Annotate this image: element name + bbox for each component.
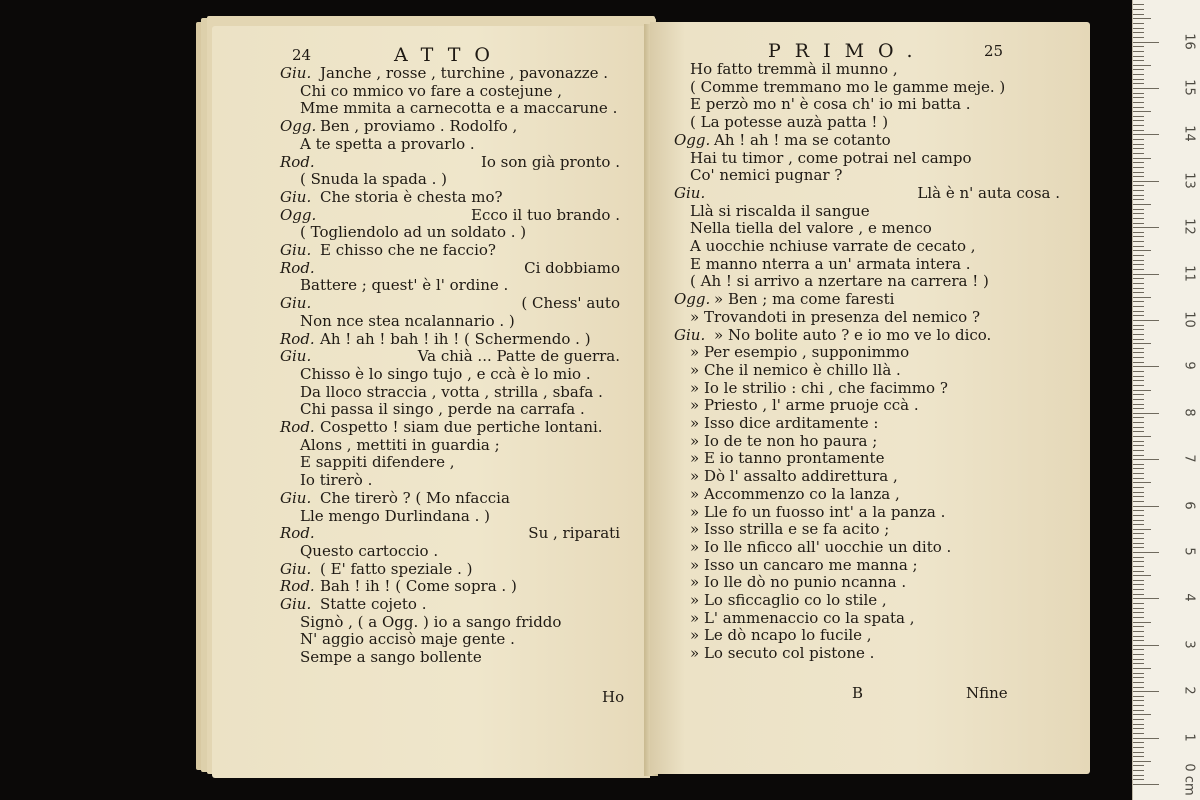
ruler-tick <box>1133 557 1144 558</box>
ruler-tick <box>1133 728 1144 729</box>
ruler-tick <box>1133 742 1144 743</box>
text-line: » Io de te non ho paura ; <box>690 431 878 450</box>
ruler-tick <box>1133 464 1144 465</box>
text-line: Ci dobbiamo <box>524 258 620 277</box>
ruler-tick <box>1133 710 1144 711</box>
text-line: ( Ah ! si arrivo a nzertare na carrera ! ) <box>690 272 989 291</box>
text-line: » Trovandoti in presenza del nemico ? <box>690 307 981 326</box>
text-line: Signò , ( a Ogg. ) io a sango friddo <box>300 612 562 631</box>
ruler-tick <box>1133 158 1151 159</box>
text-line: Hai tu timor , come potrai nel campo <box>690 148 972 167</box>
ruler-tick <box>1133 617 1144 618</box>
ruler-number: 11 <box>1181 264 1197 282</box>
text-line: » Lle fo un fuosso int' a la panza . <box>690 502 946 521</box>
ruler-tick <box>1133 515 1144 516</box>
ruler-tick <box>1133 649 1144 650</box>
ruler-tick <box>1133 111 1151 112</box>
ruler-tick <box>1133 496 1144 497</box>
ruler-tick <box>1133 640 1144 641</box>
ruler-tick <box>1133 88 1159 89</box>
ruler-tick <box>1133 645 1159 646</box>
text-line: » E io tanno prontamente <box>690 449 885 468</box>
text-line: » L' ammenaccio co la spata , <box>690 608 915 627</box>
ruler-tick <box>1133 185 1144 186</box>
text-line: Statte cojeto . <box>320 595 427 613</box>
ruler-tick <box>1133 297 1151 298</box>
speaker-label: Giu. <box>674 183 706 202</box>
text-line: Llà si riscalda il sangue <box>690 201 870 220</box>
ruler-tick <box>1133 752 1144 753</box>
page-number: 25 <box>984 42 1004 60</box>
running-header: PRIMO. <box>768 40 927 62</box>
text-line: Questo cartoccio . <box>300 541 439 560</box>
ruler-tick <box>1133 46 1144 47</box>
speaker-label: Rod. <box>280 418 315 436</box>
signature-mark: B <box>852 684 864 702</box>
ruler-tick <box>1133 60 1144 61</box>
ruler-tick <box>1133 770 1144 771</box>
speaker-label: Giu. <box>280 64 312 82</box>
ruler-tick <box>1133 125 1144 126</box>
ruler-tick <box>1133 199 1144 200</box>
speaker-label: Ogg. <box>674 130 711 149</box>
ruler-tick <box>1133 492 1144 493</box>
ruler-tick <box>1133 575 1151 576</box>
ruler-tick <box>1133 468 1144 469</box>
ruler-tick <box>1133 687 1144 688</box>
text-line: » Che il nemico è chillo llà . <box>690 360 901 379</box>
running-header: ATTO <box>394 44 504 66</box>
ruler-tick <box>1133 134 1159 135</box>
text-line: Sempe a sango bollente <box>300 648 482 667</box>
ruler-tick <box>1133 408 1144 409</box>
ruler-tick <box>1133 455 1144 456</box>
ruler-tick <box>1133 700 1144 701</box>
text-line: » Io lle dò no punio ncanna . <box>690 573 907 592</box>
text-line: » Lo sficcaglio co lo stile , <box>690 591 887 609</box>
ruler-tick <box>1133 172 1144 173</box>
ruler-tick <box>1133 283 1144 284</box>
ruler-tick <box>1133 543 1144 544</box>
ruler-tick <box>1133 487 1144 488</box>
speaker-label: Rod. <box>280 524 315 543</box>
ruler-tick <box>1133 116 1144 117</box>
ruler-tick <box>1133 139 1144 140</box>
speaker-label: Giu. <box>280 488 312 507</box>
speaker-label: Giu. <box>280 559 312 578</box>
ruler-tick <box>1133 167 1144 168</box>
ruler-tick <box>1133 459 1159 460</box>
ruler-number: 4 <box>1181 593 1197 603</box>
text-line: Alons , mettiti in guardia ; <box>300 435 500 454</box>
speaker-label: Rod. <box>280 152 315 171</box>
ruler-tick <box>1133 288 1144 289</box>
ruler-tick <box>1133 603 1144 604</box>
ruler-tick <box>1133 236 1144 237</box>
text-line: A te spetta a provarlo . <box>300 134 475 153</box>
text-line: Chisso è lo singo tujo , e ccà è lo mio . <box>300 364 591 383</box>
ruler-number: 2 <box>1181 686 1197 695</box>
ruler-tick <box>1133 547 1144 548</box>
ruler-tick <box>1133 83 1144 84</box>
ruler-tick <box>1133 589 1144 590</box>
ruler-tick <box>1133 663 1144 664</box>
speaker-label: Rod. <box>280 329 315 348</box>
ruler-tick <box>1133 673 1144 674</box>
ruler-number: 8 <box>1181 408 1197 417</box>
ruler-tick <box>1133 23 1144 24</box>
ruler-tick <box>1133 738 1159 739</box>
ruler-tick <box>1133 306 1144 307</box>
ruler-tick <box>1133 320 1159 321</box>
ruler-tick <box>1133 223 1144 224</box>
ruler-tick <box>1133 608 1144 609</box>
speaker-label: Ogg. <box>280 205 317 224</box>
ruler-tick <box>1133 566 1144 567</box>
ruler-tick <box>1133 626 1144 627</box>
ruler-tick <box>1133 376 1144 377</box>
ruler-tick <box>1133 269 1144 270</box>
speaker-label: Ogg. <box>674 290 711 309</box>
ruler-tick <box>1133 538 1144 539</box>
text-line: Non nce stea ncalannario . ) <box>300 311 515 330</box>
ruler-tick <box>1133 520 1144 521</box>
ruler-tick <box>1133 612 1144 613</box>
ruler-tick <box>1133 445 1144 446</box>
ruler-tick <box>1133 622 1151 623</box>
text-line: ( Comme tremmano mo le gamme meje. ) <box>690 77 1006 96</box>
ruler-number: 12 <box>1181 218 1197 235</box>
ruler-tick <box>1133 42 1159 43</box>
ruler-tick <box>1133 260 1144 261</box>
ruler-tick <box>1133 441 1144 442</box>
text-line: » Ben ; ma come faresti <box>714 290 895 309</box>
speaker-label: Rod. <box>280 258 315 277</box>
text-line: » Io le strilio : chi , che facimmo ? <box>690 378 948 397</box>
ruler-number: 16 <box>1181 32 1197 50</box>
ruler-tick <box>1133 390 1151 391</box>
ruler-tick <box>1133 594 1144 595</box>
text-line: E sappiti difendere , <box>300 453 455 472</box>
text-line: Ecco il tuo brando . <box>471 205 620 224</box>
ruler-tick <box>1133 482 1151 483</box>
ruler-number: 13 <box>1181 172 1197 189</box>
text-line: Co' nemici pugnar ? <box>690 166 843 185</box>
ruler-tick <box>1133 631 1144 632</box>
ruler-tick <box>1133 274 1159 275</box>
ruler-tick <box>1133 427 1144 428</box>
ruler-tick <box>1133 195 1144 196</box>
ruler-tick <box>1133 343 1151 344</box>
ruler-tick <box>1133 227 1159 228</box>
ruler-tick <box>1133 315 1144 316</box>
text-line: N' aggio accisò maje gente . <box>300 630 515 649</box>
text-line: ( La potesse auzà patta ! ) <box>690 113 889 132</box>
ruler-tick <box>1133 756 1144 757</box>
ruler-tick <box>1133 413 1159 414</box>
ruler-tick <box>1133 204 1151 205</box>
left-page <box>212 26 650 778</box>
ruler-tick <box>1133 246 1144 247</box>
ruler-tick <box>1133 102 1144 103</box>
ruler-tick <box>1133 691 1159 692</box>
ruler-tick <box>1133 339 1144 340</box>
ruler-tick <box>1133 473 1144 474</box>
ruler-tick <box>1133 352 1144 353</box>
measurement-ruler <box>1132 0 1200 800</box>
text-line: Nella tiella del valore , e menco <box>690 219 932 238</box>
ruler-tick <box>1133 761 1151 762</box>
ruler-tick <box>1133 218 1144 219</box>
ruler-tick <box>1133 28 1144 29</box>
ruler-tick <box>1133 371 1144 372</box>
ruler-number: 15 <box>1181 79 1197 96</box>
speaker-label: Giu. <box>280 187 312 206</box>
text-line: ( Snuda la spada . ) <box>300 170 447 189</box>
text-line: Mme mmita a carnecotta e a maccarune . <box>300 99 618 118</box>
ruler-number: 10 <box>1181 311 1197 328</box>
text-line: Bah ! ih ! ( Come sopra . ) <box>320 577 517 596</box>
ruler-tick <box>1133 533 1144 534</box>
ruler-tick <box>1133 436 1151 437</box>
ruler-tick <box>1133 668 1151 669</box>
text-line: » Dò l' assalto addirettura , <box>690 467 898 486</box>
ruler-tick <box>1133 714 1151 715</box>
text-line: » Isso dice arditamente : <box>690 414 879 432</box>
text-line: » Le dò ncapo lo fucile , <box>690 626 872 645</box>
ruler-tick <box>1133 190 1144 191</box>
text-line: E manno nterra a un' armata intera . <box>690 254 971 273</box>
ruler-tick <box>1133 97 1144 98</box>
text-line: ( Chess' auto <box>521 294 620 313</box>
ruler-tick <box>1133 148 1144 149</box>
ruler-tick <box>1133 213 1144 214</box>
ruler-tick <box>1133 120 1144 121</box>
ruler-number: 5 <box>1181 547 1197 556</box>
ruler-tick <box>1133 74 1144 75</box>
ruler-number: 6 <box>1181 500 1197 510</box>
ruler-tick <box>1133 162 1144 163</box>
ruler-tick <box>1133 659 1144 660</box>
ruler-tick <box>1133 422 1144 423</box>
ruler-tick <box>1133 431 1144 432</box>
ruler-tick <box>1133 241 1144 242</box>
text-line: Ho fatto tremmà il munno , <box>690 60 898 78</box>
ruler-tick <box>1133 153 1144 154</box>
ruler-tick <box>1133 598 1159 599</box>
text-line: Su , riparati <box>528 524 620 543</box>
ruler-tick <box>1133 784 1159 785</box>
text-line: » No bolite auto ? e io mo ve lo dico. <box>714 325 992 344</box>
ruler-tick <box>1133 677 1144 678</box>
ruler-tick <box>1133 79 1144 80</box>
ruler-tick <box>1133 584 1144 585</box>
ruler-tick <box>1133 264 1144 265</box>
text-line: ( Togliendolo ad un soldato . ) <box>300 223 527 242</box>
ruler-tick <box>1133 654 1144 655</box>
ruler-tick <box>1133 250 1151 251</box>
ruler-tick <box>1133 733 1144 734</box>
ruler-tick <box>1133 510 1144 511</box>
text-line: » Priesto , l' arme pruoje ccà . <box>690 396 919 415</box>
speaker-label: Rod. <box>280 577 315 596</box>
text-line: Battere ; quest' è l' ordine . <box>300 276 509 295</box>
text-line: Llà è n' auta cosa . <box>917 183 1060 202</box>
text-line: » Per esempio , supponimmo <box>690 343 910 362</box>
text-line: Che storia è chesta mo? <box>320 187 503 206</box>
ruler-tick <box>1133 501 1144 502</box>
text-line: Chi co mmico vo fare a costejune , <box>300 81 563 100</box>
catchword: Ho <box>602 688 625 706</box>
ruler-tick <box>1133 9 1144 10</box>
ruler-tick <box>1133 696 1144 697</box>
speaker-label: Giu. <box>674 325 706 344</box>
text-line: Che tirerò ? ( Mo nfaccia <box>320 488 510 507</box>
ruler-number: 7 <box>1181 454 1197 463</box>
ruler-tick <box>1133 775 1144 776</box>
ruler-tick <box>1133 529 1151 530</box>
ruler-tick <box>1133 450 1144 451</box>
ruler-tick <box>1133 301 1144 302</box>
ruler-number: 1 <box>1181 732 1197 742</box>
ruler-tick <box>1133 325 1144 326</box>
ruler-tick <box>1133 705 1144 706</box>
speaker-label: Giu. <box>280 294 312 313</box>
ruler-tick <box>1133 232 1144 233</box>
ruler-tick <box>1133 4 1144 5</box>
ruler-tick <box>1133 56 1144 57</box>
ruler-tick <box>1133 93 1144 94</box>
text-line: Lle mengo Durlindana . ) <box>300 506 490 525</box>
ruler-tick <box>1133 65 1151 66</box>
ruler-tick <box>1133 278 1144 279</box>
ruler-tick <box>1133 32 1144 33</box>
ruler-tick <box>1133 51 1144 52</box>
ruler-tick <box>1133 524 1144 525</box>
ruler-tick <box>1133 130 1144 131</box>
ruler-tick <box>1133 37 1144 38</box>
text-line: ( E' fatto speziale . ) <box>320 559 473 578</box>
ruler-tick <box>1133 478 1144 479</box>
text-line: Ah ! ah ! ma se cotanto <box>714 130 891 149</box>
catchword: Nfine <box>966 684 1008 702</box>
ruler-tick <box>1133 399 1144 400</box>
ruler-tick <box>1133 385 1144 386</box>
text-line: Io son già pronto . <box>480 152 620 171</box>
ruler-tick <box>1133 417 1144 418</box>
ruler-tick <box>1133 747 1144 748</box>
text-line: Ah ! ah ! bah ! ih ! ( Schermendo . ) <box>320 329 591 348</box>
ruler-number: 9 <box>1181 361 1197 371</box>
text-line: Io tirerò . <box>300 471 373 490</box>
ruler-tick <box>1133 682 1144 683</box>
text-line: Da lloco straccia , votta , strilla , sbafa . <box>300 382 603 401</box>
ruler-tick <box>1133 561 1144 562</box>
ruler-tick <box>1133 144 1144 145</box>
text-line: A uocchie nchiuse varrate de cecato , <box>690 237 976 255</box>
speaker-label: Giu. <box>280 347 312 366</box>
ruler-tick <box>1133 209 1144 210</box>
text-line: E chisso che ne faccio? <box>320 241 496 259</box>
text-line: » Isso strilla e se fa acito ; <box>690 520 890 539</box>
ruler-number: 3 <box>1181 640 1197 649</box>
ruler-tick <box>1133 311 1144 312</box>
ruler-tick <box>1133 552 1159 553</box>
ruler-tick <box>1133 765 1144 766</box>
speaker-label: Giu. <box>280 595 312 613</box>
speaker-label: Ogg. <box>280 117 317 136</box>
ruler-tick <box>1133 18 1151 19</box>
ruler-tick <box>1133 181 1159 182</box>
ruler-tick <box>1133 329 1144 330</box>
ruler-tick <box>1133 357 1144 358</box>
ruler-tick <box>1133 394 1144 395</box>
ruler-tick <box>1133 14 1144 15</box>
ruler-tick <box>1133 348 1144 349</box>
ruler-tick <box>1133 292 1144 293</box>
ruler-tick <box>1133 506 1159 507</box>
text-line: » Lo secuto col pistone . <box>690 644 875 663</box>
ruler-tick <box>1133 636 1144 637</box>
ruler-tick <box>1133 362 1144 363</box>
ruler-tick <box>1133 404 1144 405</box>
right-page <box>650 22 1090 774</box>
ruler-tick <box>1133 107 1144 108</box>
text-line: » Io lle nficco all' uocchie un dito . <box>690 537 952 556</box>
ruler-tick <box>1133 779 1144 780</box>
ruler-tick <box>1133 580 1144 581</box>
ruler-tick <box>1133 724 1144 725</box>
text-line: Janche , rosse , turchine , pavonazze . <box>320 64 609 82</box>
ruler-tick <box>1133 69 1144 70</box>
text-line: Cospetto ! siam due pertiche lontani. <box>320 418 603 436</box>
text-line: » Isso un cancaro me manna ; <box>690 555 918 574</box>
text-line: Ben , proviamo . Rodolfo , <box>320 117 518 136</box>
text-line: Va chià ... Patte de guerra. <box>417 347 620 366</box>
ruler-tick <box>1133 719 1144 720</box>
ruler-tick <box>1133 366 1159 367</box>
text-line: E perzò mo n' è cosa ch' io mi batta . <box>690 95 971 114</box>
speaker-label: Giu. <box>280 241 312 259</box>
ruler-tick <box>1133 255 1144 256</box>
ruler-tick <box>1133 571 1144 572</box>
text-line: Chi passa il singo , perde na carrafa . <box>300 400 585 419</box>
text-line: » Accommenzo co la lanza , <box>690 484 900 503</box>
ruler-tick <box>1133 380 1144 381</box>
ruler-tick <box>1133 176 1144 177</box>
ruler-number: 14 <box>1181 125 1197 143</box>
ruler-unit-label: 0 cm <box>1181 763 1197 796</box>
page-number: 24 <box>292 46 312 64</box>
ruler-tick <box>1133 334 1144 335</box>
